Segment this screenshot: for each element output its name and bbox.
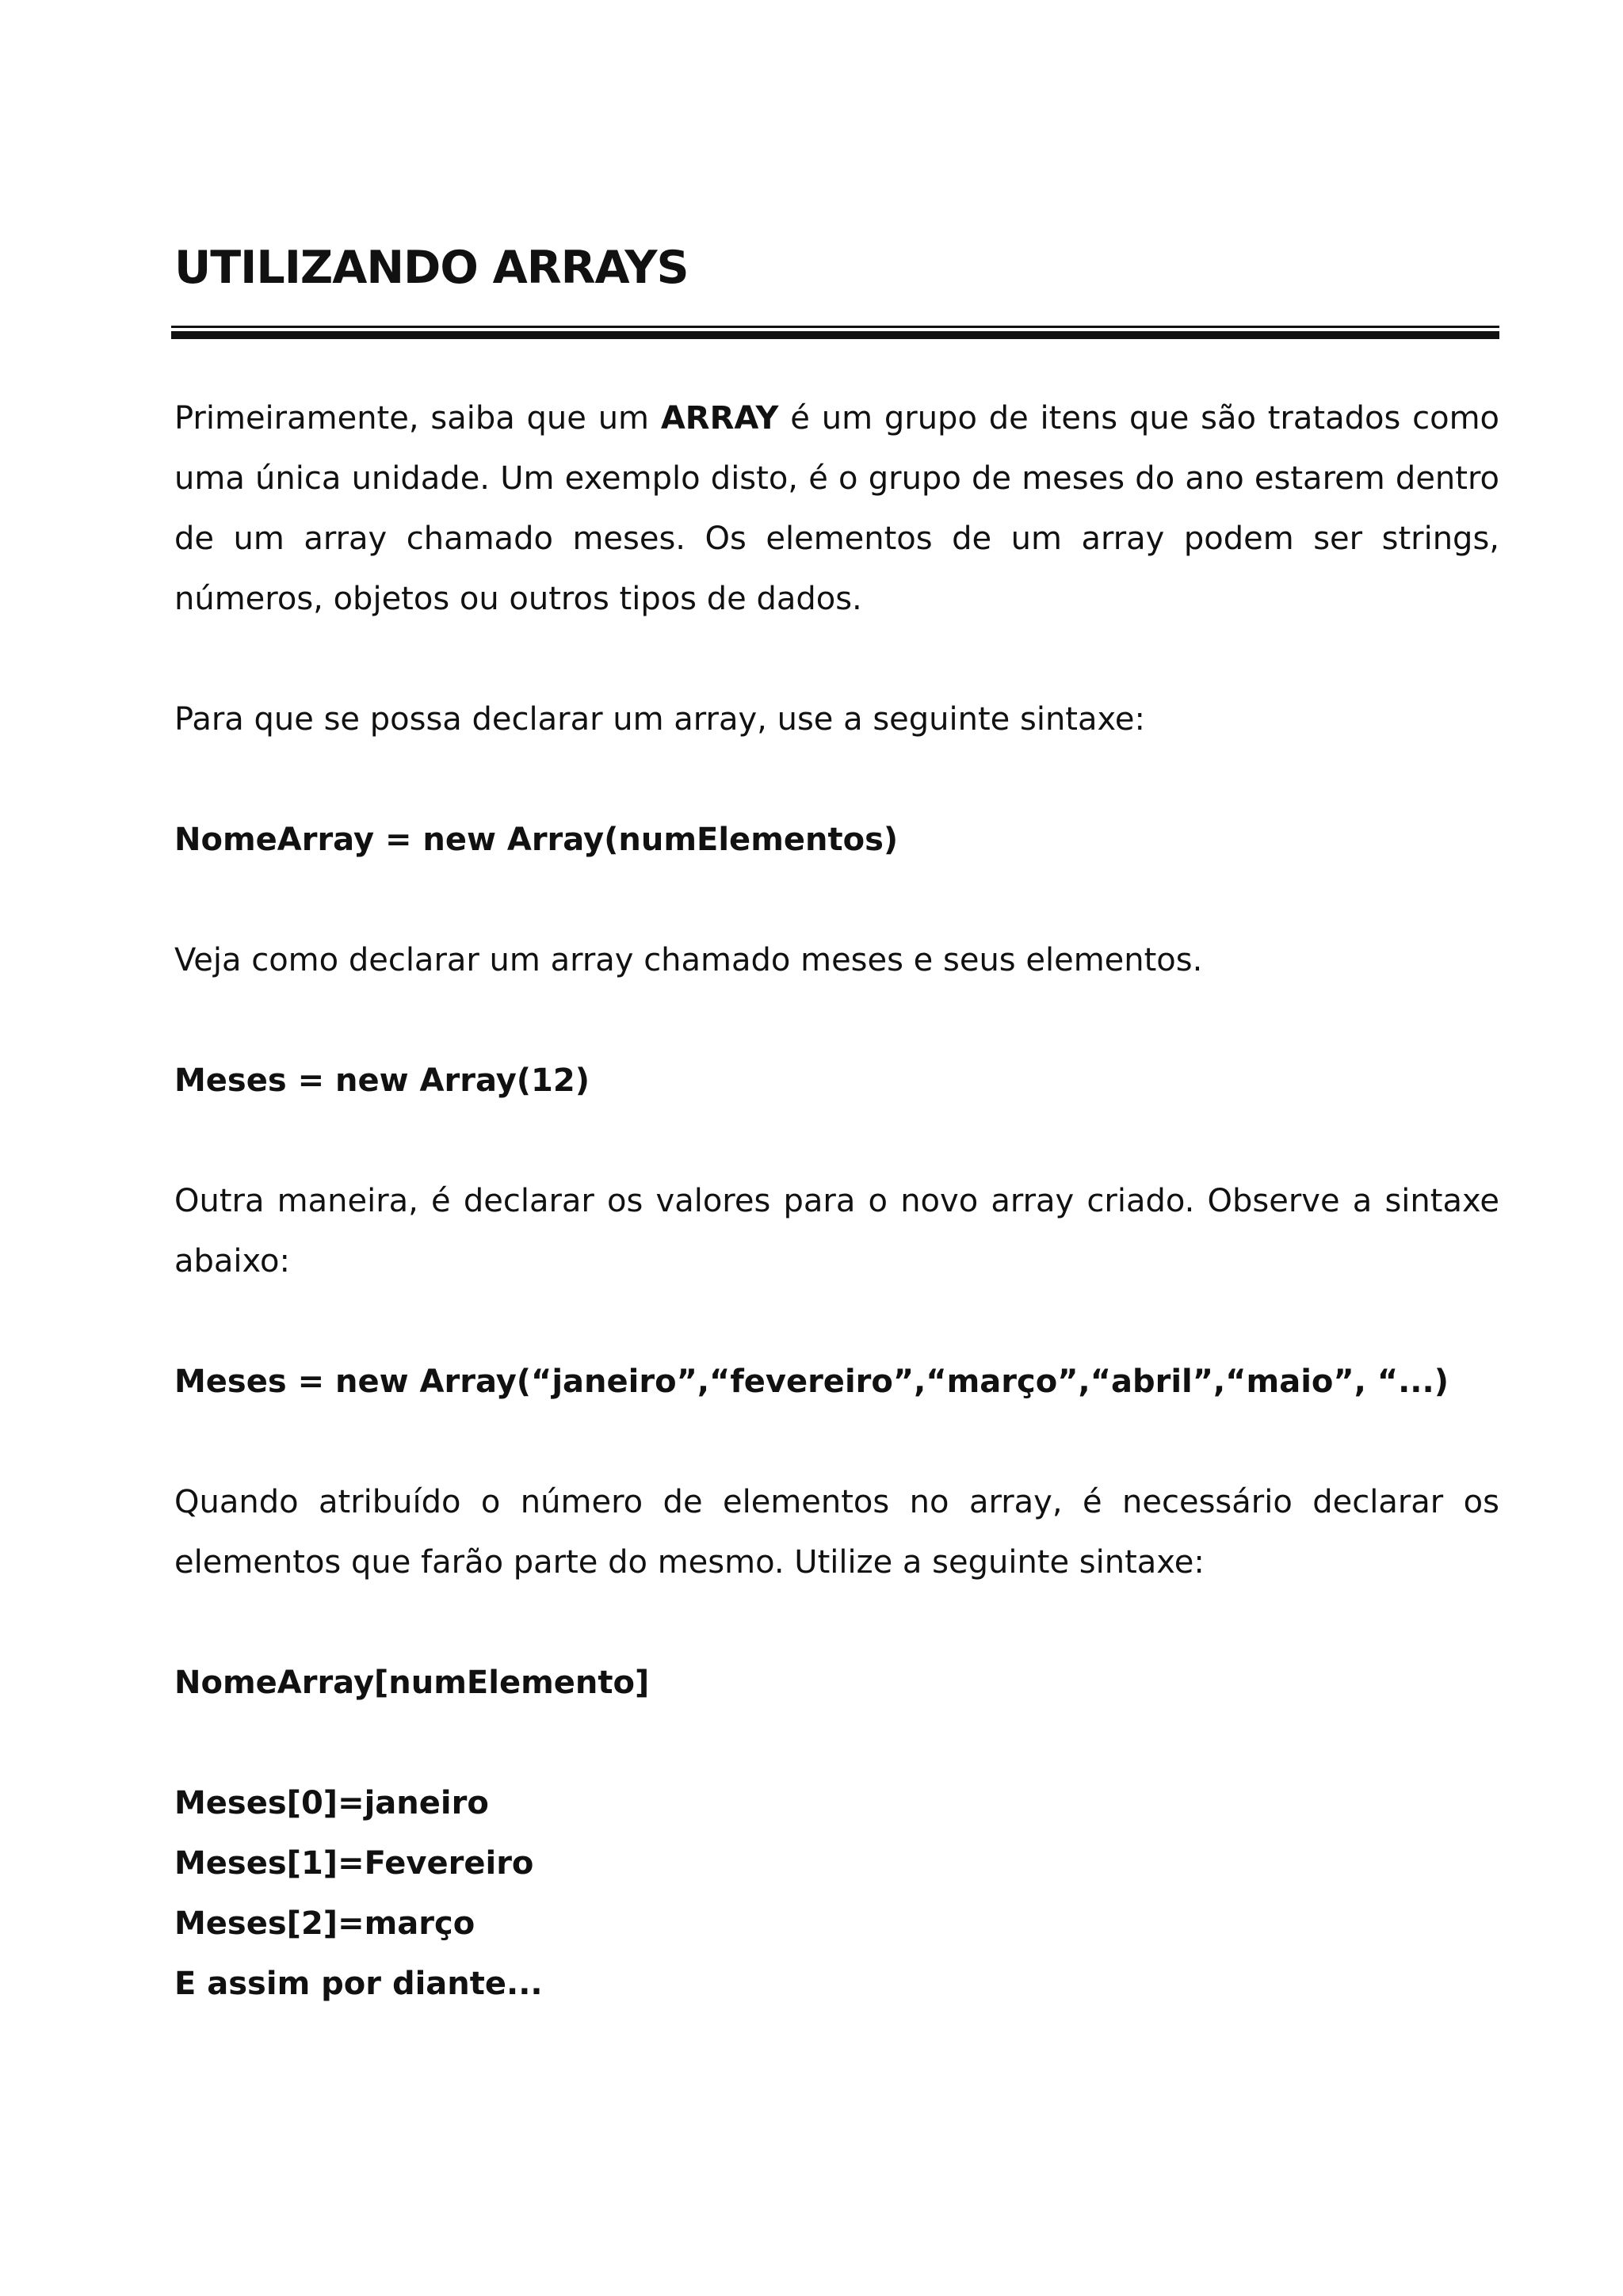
intro-term-array: ARRAY bbox=[660, 400, 779, 437]
document-page bbox=[174, 0, 1499, 2296]
example-paragraph: Veja como declarar um array chamado meses e seus elementos. bbox=[174, 942, 1203, 978]
assignment-line: Meses[1]=Fevereiro bbox=[174, 1845, 534, 1882]
page-title: UTILIZANDO ARRAYS bbox=[174, 242, 689, 294]
title-rule-thin bbox=[171, 326, 1499, 328]
syntax-declare-code: NomeArray = new Array(numElementos) bbox=[174, 822, 899, 858]
declare-paragraph: Para que se possa declarar um array, use a seguinte sintaxe: bbox=[174, 701, 1146, 738]
assignment-line: E assim por diante... bbox=[174, 1966, 543, 2002]
assignment-line: Meses[0]=janeiro bbox=[174, 1785, 489, 1821]
intro-paragraph bbox=[174, 388, 1499, 629]
assignment-line: Meses[2]=março bbox=[174, 1905, 475, 1942]
meses-array-code: Meses = new Array(12) bbox=[174, 1062, 590, 1099]
meses-values-code: Meses = new Array(“janeiro”,“fevereiro”,“março”,“abril”,“maio”, “...) bbox=[174, 1363, 1449, 1400]
syntax-element-code: NomeArray[numElemento] bbox=[174, 1665, 650, 1701]
assign-paragraph: Quando atribuído o número de elementos no array, é necessário declarar os elementos que farão parte do mesmo. Utilize a seguinte sintaxe: bbox=[174, 1484, 1499, 1581]
title-rule-thick bbox=[171, 331, 1499, 339]
intro-text-start: Primeiramente, saiba que um bbox=[174, 400, 661, 437]
intro-text-end: é um grupo de itens que são tratados como uma única unidade. Um exemplo disto, é o grupo de meses do ano estarem dentro de um array chamado meses. Os elementos de um array podem ser strings, números, objetos ou outros tipos de dados. bbox=[174, 400, 1500, 617]
assignment-code-block bbox=[174, 1773, 543, 2014]
other-way-paragraph: Outra maneira, é declarar os valores para o novo array criado. Observe a sintaxe abaixo: bbox=[174, 1183, 1499, 1280]
